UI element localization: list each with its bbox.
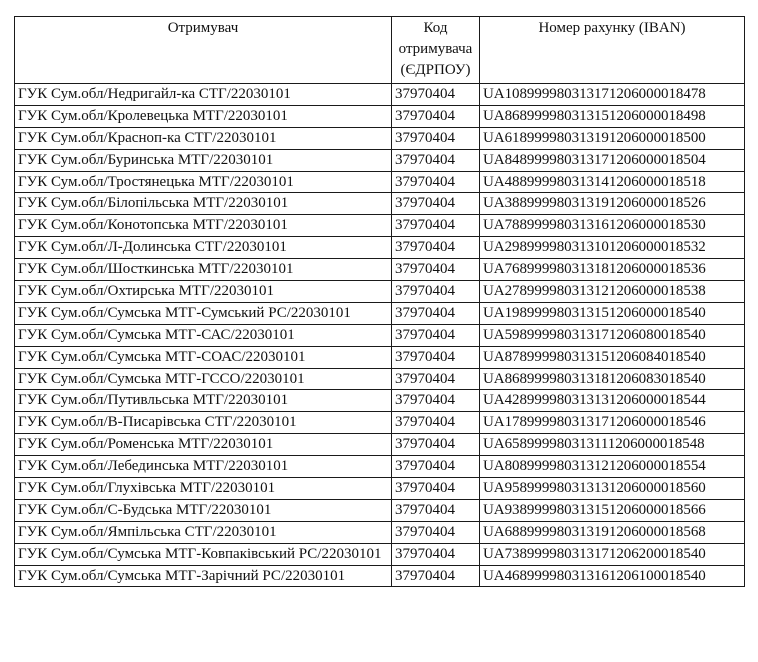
iban-cell: UA428999980313131206000018544 (480, 390, 745, 412)
iban-cell: UA598999980313171206080018540 (480, 324, 745, 346)
table-row (15, 215, 745, 237)
table-row (15, 149, 745, 171)
table-row (15, 84, 745, 106)
code-cell: 37970404 (392, 193, 480, 215)
iban-cell: UA488999980313141206000018518 (480, 171, 745, 193)
code-cell: 37970404 (392, 565, 480, 587)
iban-cell: UA688999980313191206000018568 (480, 521, 745, 543)
code-cell: 37970404 (392, 456, 480, 478)
recipient-cell: ГУК Сум.обл/Охтирська МТГ/22030101 (15, 281, 392, 303)
iban-cell: UA298999980313101206000018532 (480, 237, 745, 259)
table-row (15, 543, 745, 565)
recipient-cell: ГУК Сум.обл/С-Будська МТГ/22030101 (15, 499, 392, 521)
recipient-cell: ГУК Сум.обл/Сумська МТГ-Ковпаківський РС/22030101 (15, 543, 392, 565)
iban-cell: UA878999980313151206084018540 (480, 346, 745, 368)
code-cell: 37970404 (392, 346, 480, 368)
header-iban: Номер рахунку (IBAN) (480, 17, 745, 84)
header-code (392, 17, 480, 84)
recipient-cell: ГУК Сум.обл/Л-Долинська СТГ/22030101 (15, 237, 392, 259)
code-cell: 37970404 (392, 171, 480, 193)
table-row (15, 171, 745, 193)
iban-cell: UA938999980313151206000018566 (480, 499, 745, 521)
iban-cell: UA768999980313181206000018536 (480, 259, 745, 281)
header-code-line3: (ЄДРПОУ) (400, 62, 471, 78)
code-cell: 37970404 (392, 237, 480, 259)
iban-cell: UA108999980313171206000018478 (480, 84, 745, 106)
iban-cell: UA618999980313191206000018500 (480, 127, 745, 149)
code-cell: 37970404 (392, 412, 480, 434)
table-header-row (15, 17, 745, 84)
iban-cell: UA278999980313121206000018538 (480, 281, 745, 303)
recipient-cell: ГУК Сум.обл/Сумська МТГ-ГССО/22030101 (15, 368, 392, 390)
table-row (15, 237, 745, 259)
code-cell: 37970404 (392, 302, 480, 324)
recipient-cell: ГУК Сум.обл/Красноп-ка СТГ/22030101 (15, 127, 392, 149)
code-cell: 37970404 (392, 499, 480, 521)
code-cell: 37970404 (392, 543, 480, 565)
table-row (15, 105, 745, 127)
table-body (15, 84, 745, 587)
iban-cell: UA658999980313111206000018548 (480, 434, 745, 456)
table-row (15, 193, 745, 215)
recipient-cell: ГУК Сум.обл/Сумська МТГ-Сумський РС/22030101 (15, 302, 392, 324)
table-row (15, 434, 745, 456)
code-cell: 37970404 (392, 478, 480, 500)
iban-cell: UA958999980313131206000018560 (480, 478, 745, 500)
table-row (15, 521, 745, 543)
iban-cell: UA468999980313161206100018540 (480, 565, 745, 587)
recipient-cell: ГУК Сум.обл/Ямпільська СТГ/22030101 (15, 521, 392, 543)
iban-cell: UA848999980313171206000018504 (480, 149, 745, 171)
header-code-line2: отримувача (398, 41, 473, 57)
recipient-cell: ГУК Сум.обл/Кролевецька МТГ/22030101 (15, 105, 392, 127)
table-row (15, 302, 745, 324)
recipient-cell: ГУК Сум.обл/Тростянецька МТГ/22030101 (15, 171, 392, 193)
code-cell: 37970404 (392, 259, 480, 281)
code-cell: 37970404 (392, 215, 480, 237)
iban-cell: UA808999980313121206000018554 (480, 456, 745, 478)
table-row (15, 478, 745, 500)
table-row (15, 281, 745, 303)
code-cell: 37970404 (392, 84, 480, 106)
table-row (15, 324, 745, 346)
recipient-cell: ГУК Сум.обл/Лебединська МТГ/22030101 (15, 456, 392, 478)
recipient-cell: ГУК Сум.обл/Роменська МТГ/22030101 (15, 434, 392, 456)
recipient-cell: ГУК Сум.обл/Недригайл-ка СТГ/22030101 (15, 84, 392, 106)
table-row (15, 368, 745, 390)
code-cell: 37970404 (392, 324, 480, 346)
code-cell: 37970404 (392, 105, 480, 127)
iban-cell: UA198999980313151206000018540 (480, 302, 745, 324)
iban-cell: UA178999980313171206000018546 (480, 412, 745, 434)
recipient-cell: ГУК Сум.обл/Сумська МТГ-Зарічний РС/22030101 (15, 565, 392, 587)
recipient-cell: ГУК Сум.обл/Сумська МТГ-СОАС/22030101 (15, 346, 392, 368)
code-cell: 37970404 (392, 281, 480, 303)
recipient-cell: ГУК Сум.обл/В-Писарівська СТГ/22030101 (15, 412, 392, 434)
code-cell: 37970404 (392, 434, 480, 456)
table-row (15, 412, 745, 434)
recipient-cell: ГУК Сум.обл/Конотопська МТГ/22030101 (15, 215, 392, 237)
code-cell: 37970404 (392, 390, 480, 412)
recipient-cell: ГУК Сум.обл/Сумська МТГ-САС/22030101 (15, 324, 392, 346)
code-cell: 37970404 (392, 149, 480, 171)
iban-cell: UA738999980313171206200018540 (480, 543, 745, 565)
recipient-cell: ГУК Сум.обл/Білопільська МТГ/22030101 (15, 193, 392, 215)
recipient-cell: ГУК Сум.обл/Путивльська МТГ/22030101 (15, 390, 392, 412)
recipients-table (14, 16, 745, 587)
table-row (15, 127, 745, 149)
table-row (15, 259, 745, 281)
iban-cell: UA388999980313191206000018526 (480, 193, 745, 215)
table-row (15, 499, 745, 521)
document-page (14, 16, 744, 587)
iban-cell: UA868999980313151206000018498 (480, 105, 745, 127)
table-row (15, 346, 745, 368)
header-code-line1: Код (423, 20, 448, 36)
header-recipient: Отримувач (15, 17, 392, 84)
code-cell: 37970404 (392, 127, 480, 149)
recipient-cell: ГУК Сум.обл/Глухівська МТГ/22030101 (15, 478, 392, 500)
iban-cell: UA868999980313181206083018540 (480, 368, 745, 390)
recipient-cell: ГУК Сум.обл/Буринська МТГ/22030101 (15, 149, 392, 171)
table-row (15, 456, 745, 478)
recipient-cell: ГУК Сум.обл/Шосткинська МТГ/22030101 (15, 259, 392, 281)
code-cell: 37970404 (392, 521, 480, 543)
table-row (15, 390, 745, 412)
iban-cell: UA788999980313161206000018530 (480, 215, 745, 237)
table-row (15, 565, 745, 587)
code-cell: 37970404 (392, 368, 480, 390)
